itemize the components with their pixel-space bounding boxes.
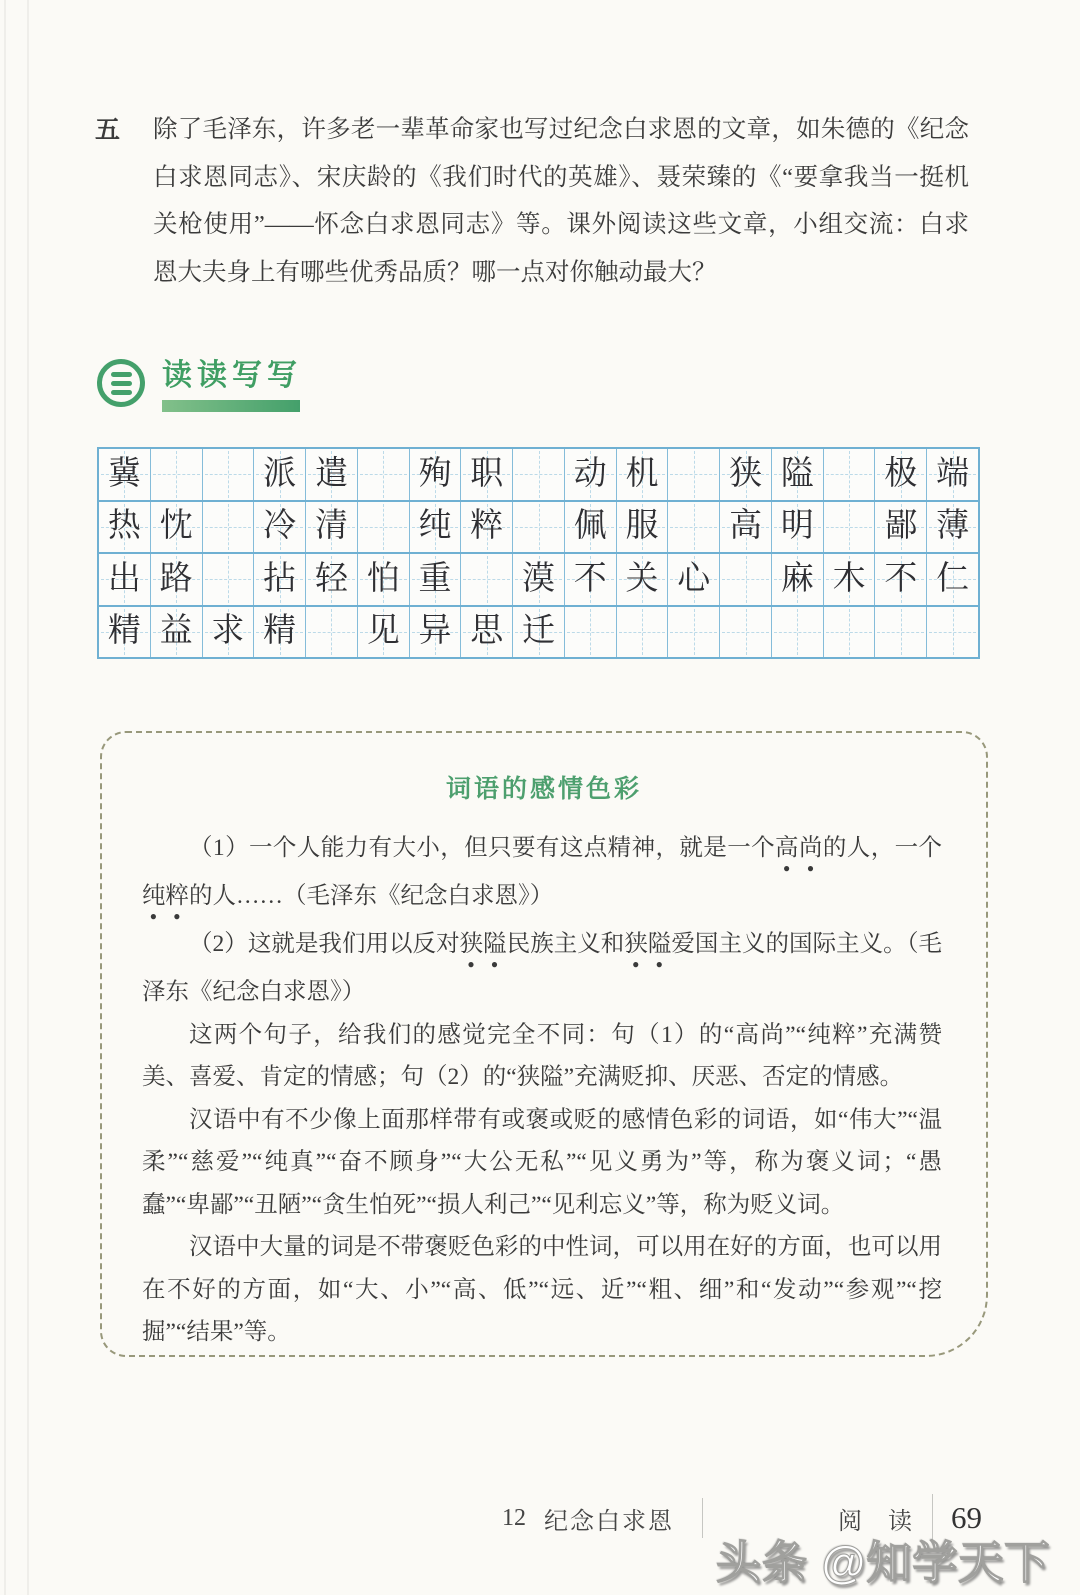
grid-character: 出 — [107, 560, 141, 597]
grid-cell — [151, 449, 203, 500]
grid-cell — [461, 607, 513, 658]
grid-cell — [668, 502, 720, 553]
grid-character: 机 — [625, 455, 659, 492]
grid-cell — [824, 502, 876, 553]
grid-cell — [254, 607, 306, 658]
grid-character: 仁 — [936, 560, 970, 597]
grid-cell — [513, 502, 565, 553]
tip-paragraph — [142, 1226, 942, 1354]
grid-cell — [927, 502, 978, 553]
grid-cell — [720, 607, 772, 658]
exercise-number: 五 — [95, 117, 121, 144]
grid-character: 迁 — [522, 613, 555, 650]
grid-character: 拈 — [263, 560, 297, 597]
grid-cell — [99, 502, 151, 553]
grid-cell — [410, 607, 462, 658]
exercise-five — [95, 106, 969, 296]
grid-cell — [306, 607, 358, 658]
page-number: 69 — [951, 1500, 982, 1535]
tip-paragraph — [142, 923, 942, 1014]
grid-character: 明 — [780, 508, 814, 545]
read-write-section-header — [97, 357, 302, 412]
unit-label: 阅 读 — [838, 1508, 922, 1535]
grid-cell — [565, 449, 617, 500]
grid-cell — [617, 607, 669, 658]
tip-paragraph — [142, 1099, 942, 1227]
grid-cell — [358, 607, 410, 658]
grid-character: 重 — [418, 560, 452, 597]
grid-cell — [99, 554, 151, 605]
grid-cell — [772, 502, 824, 553]
grid-cell — [565, 502, 617, 553]
grid-character: 异 — [418, 613, 452, 650]
grid-character: 端 — [936, 455, 970, 492]
grid-cell — [99, 607, 151, 658]
paragraph-text: （2）这就是我们用以反对 — [189, 931, 460, 957]
grid-cell — [720, 554, 772, 605]
grid-cell — [824, 449, 876, 500]
grid-cell — [824, 607, 876, 658]
grid-row — [99, 554, 978, 607]
section-title-underline — [162, 400, 300, 412]
grid-character: 遣 — [314, 455, 348, 492]
grid-cell — [151, 502, 203, 553]
grid-cell — [720, 502, 772, 553]
grid-cell — [410, 554, 462, 605]
grid-character: 服 — [625, 508, 659, 545]
grid-cell — [358, 554, 410, 605]
grid-cell — [875, 554, 927, 605]
grid-row — [99, 607, 978, 658]
grid-cell — [720, 449, 772, 500]
footer-lesson-info — [502, 1498, 703, 1538]
grid-character: 路 — [159, 560, 193, 597]
grid-cell — [306, 449, 358, 500]
footer-divider — [702, 1498, 703, 1538]
grid-cell — [617, 449, 669, 500]
section-title: 读读写写 — [162, 359, 302, 392]
section-title-wrap — [162, 357, 302, 412]
grid-character: 益 — [159, 613, 193, 650]
emphasized-word: 狭隘 — [624, 931, 672, 957]
tip-box-title: 词语的感情色彩 — [445, 776, 642, 803]
watermark: 头条 @知学天下 — [716, 1537, 1051, 1588]
paragraph-text: 的人，一个 — [822, 835, 943, 861]
grid-character: 纯 — [418, 508, 452, 545]
three-lines-list-icon — [97, 359, 145, 407]
grid-character: 漠 — [522, 560, 555, 597]
grid-cell — [513, 554, 565, 605]
grid-character: 隘 — [780, 455, 814, 492]
grid-cell — [151, 607, 203, 658]
grid-character: 粹 — [470, 508, 504, 545]
grid-cell — [513, 449, 565, 500]
grid-cell — [410, 449, 462, 500]
grid-character: 高 — [729, 508, 763, 545]
scan-artifact-line — [27, 0, 29, 1595]
grid-character: 木 — [832, 560, 866, 597]
grid-character: 思 — [470, 613, 504, 650]
tip-box-body — [142, 827, 942, 1354]
grid-cell — [875, 607, 927, 658]
grid-cell — [203, 607, 255, 658]
grid-character: 热 — [107, 508, 141, 545]
grid-cell — [254, 502, 306, 553]
grid-character: 精 — [263, 613, 297, 650]
emphasized-word: 高尚 — [775, 835, 823, 861]
emphasized-word: 纯粹 — [142, 883, 189, 909]
grid-cell — [203, 554, 255, 605]
grid-cell — [565, 554, 617, 605]
grid-character: 不 — [573, 560, 607, 597]
grid-cell — [203, 502, 255, 553]
grid-cell — [668, 607, 720, 658]
grid-character: 不 — [884, 560, 918, 597]
lesson-number: 12 — [502, 1504, 526, 1531]
grid-character: 狭 — [729, 455, 763, 492]
paragraph-text: 汉语中有不少像上面那样带有或褒或贬的感情色彩的词语，如“伟大”“温柔”“慈爱”“纯真”“奋不顾身”“大公无私”“见义勇为”等，称为褒义词；“愚蠢”“卑鄙”“丑陋”“贪生怕死”“损人利己”“见利忘义”等，称为贬义词。 — [142, 1106, 942, 1218]
grid-character: 精 — [107, 613, 141, 650]
grid-character: 怕 — [366, 560, 400, 597]
paragraph-text: 的人……（毛泽东《纪念白求恩》） — [189, 883, 554, 909]
lesson-title: 纪念白求恩 — [544, 1508, 674, 1535]
grid-cell — [927, 607, 978, 658]
emphasized-word: 狭隘 — [459, 931, 507, 957]
scan-artifact-line — [4, 0, 6, 1595]
grid-cell — [772, 554, 824, 605]
tip-box — [100, 731, 988, 1357]
grid-cell — [824, 554, 876, 605]
grid-row — [99, 502, 978, 555]
grid-cell — [668, 554, 720, 605]
grid-character: 求 — [211, 613, 245, 650]
grid-cell — [617, 502, 669, 553]
grid-cell — [306, 502, 358, 553]
grid-character: 动 — [573, 455, 607, 492]
grid-character: 见 — [366, 613, 400, 650]
grid-character: 麻 — [780, 560, 814, 597]
grid-character: 清 — [314, 508, 348, 545]
grid-row — [99, 449, 978, 502]
paragraph-text: 这两个句子，给我们的感觉完全不同：句（1）的“高尚”“纯粹”充满赞美、喜爱、肯定的情感；句（2）的“狭隘”充满贬抑、厌恶、否定的情感。 — [142, 1021, 942, 1090]
grid-cell — [306, 554, 358, 605]
grid-cell — [875, 502, 927, 553]
tip-paragraph — [142, 827, 942, 923]
grid-cell — [461, 449, 513, 500]
grid-cell — [203, 449, 255, 500]
grid-cell — [461, 502, 513, 553]
paragraph-text: （1）一个人能力有大小，但只要有这点精神，就是一个 — [189, 835, 776, 861]
grid-character: 殉 — [418, 455, 452, 492]
tip-paragraph — [142, 1014, 942, 1099]
grid-cell — [565, 607, 617, 658]
paragraph-text: 民族主义和 — [506, 931, 625, 957]
grid-character: 冀 — [107, 455, 141, 492]
grid-character: 职 — [470, 455, 504, 492]
grid-character: 忱 — [159, 508, 193, 545]
grid-character: 极 — [884, 455, 918, 492]
grid-cell — [358, 449, 410, 500]
grid-cell — [668, 449, 720, 500]
grid-cell — [513, 607, 565, 658]
grid-character: 薄 — [936, 508, 970, 545]
grid-cell — [927, 554, 978, 605]
grid-cell — [617, 554, 669, 605]
paragraph-text: 爱国主义的国际主义。（毛泽东《纪念白求恩》） — [142, 931, 942, 1005]
grid-cell — [410, 502, 462, 553]
grid-cell — [772, 449, 824, 500]
paragraph-text: 汉语中大量的词是不带褒贬色彩的中性词，可以用在好的方面，也可以用在不好的方面，如“大、小”“高、低”“远、近”“粗、细”和“发动”“参观”“挖掘”“结果”等。 — [142, 1234, 942, 1345]
grid-cell — [358, 502, 410, 553]
grid-cell — [927, 449, 978, 500]
grid-cell — [99, 449, 151, 500]
grid-cell — [254, 554, 306, 605]
grid-character: 关 — [625, 560, 659, 597]
grid-cell — [875, 449, 927, 500]
grid-character: 心 — [677, 560, 711, 597]
word-practice-grid — [97, 447, 980, 659]
grid-cell — [254, 449, 306, 500]
grid-cell — [461, 554, 513, 605]
grid-cell — [772, 607, 824, 658]
grid-cell — [151, 554, 203, 605]
grid-character: 鄙 — [884, 508, 918, 545]
grid-character: 派 — [263, 455, 297, 492]
exercise-text: 除了毛泽东，许多老一辈革命家也写过纪念白求恩的文章，如朱德的《纪念白求恩同志》、宋庆龄的《我们时代的英雄》、聂荣臻的《“要拿我当一挺机关枪使用”——怀念白求恩同志》等。课外阅读这些文章，小组交流：白求恩大夫身上有哪些优秀品质？哪一点对你触动最大？ — [153, 116, 969, 286]
grid-character: 冷 — [263, 508, 297, 545]
grid-character: 轻 — [314, 560, 348, 597]
grid-character: 佩 — [573, 508, 607, 545]
